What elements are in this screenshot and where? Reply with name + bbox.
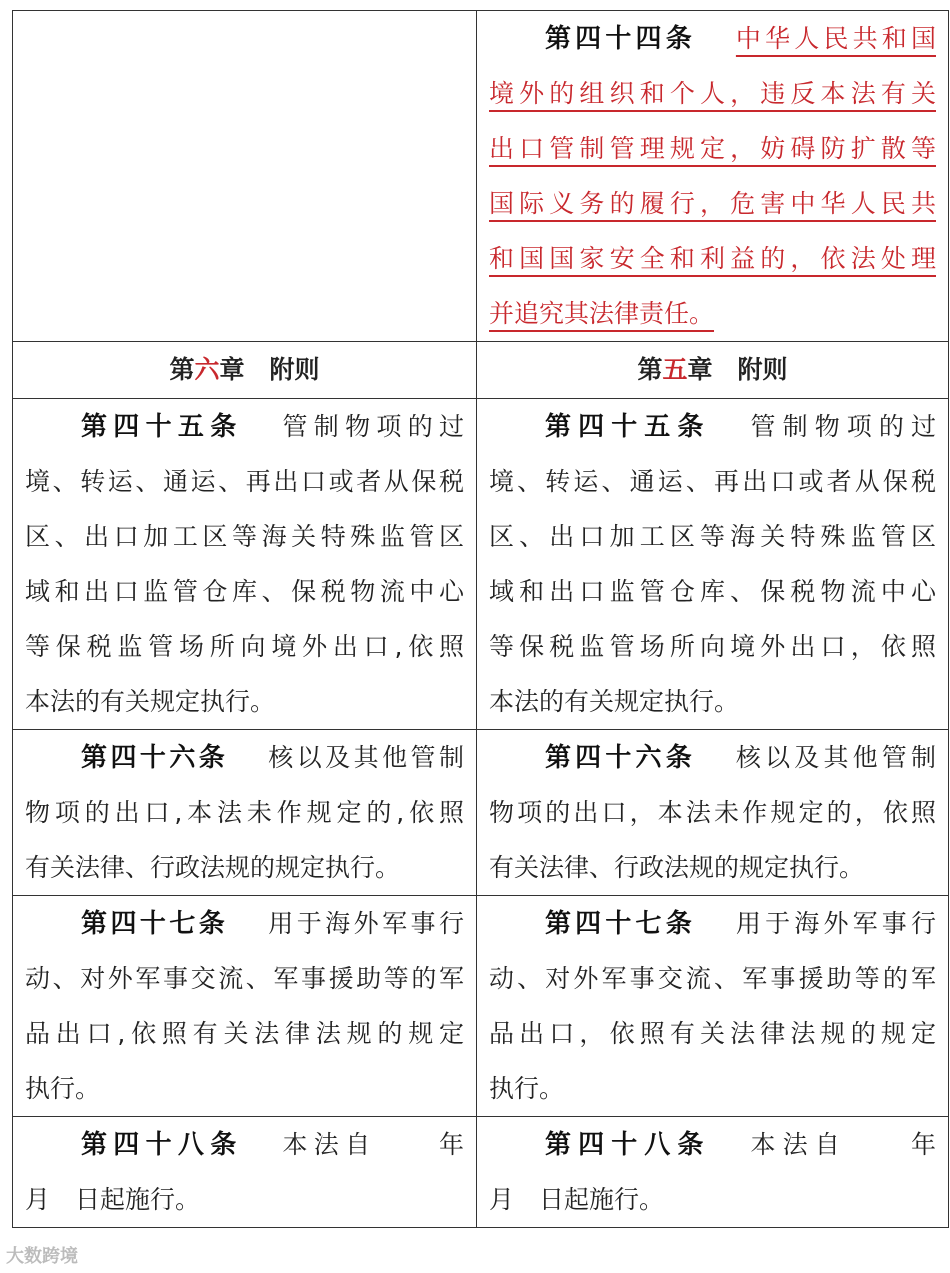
- article-cell-right: [477, 896, 949, 1117]
- article-text: 月 日起施行。: [489, 1185, 665, 1214]
- added-text: 并追究其法律责任。: [489, 299, 715, 328]
- article-text: 区、出口加工区等海关特殊监管区: [489, 522, 936, 551]
- text-line: [25, 1172, 464, 1227]
- chapter-text: 第: [169, 355, 195, 384]
- article-text: 等保税监管场所向境外出口，依照: [489, 632, 936, 661]
- text-line: [25, 1061, 464, 1116]
- chapter-text: 章 附则: [687, 355, 788, 384]
- article-cell-right: [477, 1117, 949, 1228]
- text-line: [25, 1117, 464, 1172]
- law-comparison-table: [12, 10, 949, 1228]
- article-text: 物项的出口,本法未作规定的,依照: [25, 798, 464, 827]
- article-text: 管制物项的过: [282, 412, 464, 441]
- article-text: 品出口，依照有关法律法规的规定: [489, 1019, 936, 1048]
- article-row: [13, 730, 949, 896]
- text-line: [489, 1172, 936, 1227]
- text-line: [489, 1061, 936, 1116]
- article-cell-left: [13, 399, 477, 730]
- article-cell-right: [477, 730, 949, 896]
- chapter-heading-left: [13, 342, 477, 399]
- text-line: [489, 231, 936, 286]
- article-text: 用于海外军事行: [735, 909, 936, 938]
- article-cell-left: [13, 1117, 477, 1228]
- empty-cell: [13, 11, 477, 342]
- article-title: 第四十四条: [545, 24, 696, 54]
- article-text: 域和出口监管仓库、保税物流中心: [25, 577, 464, 606]
- article-text: 有关法律、行政法规的规定执行。: [489, 853, 865, 882]
- text-line: [25, 454, 464, 509]
- text-line: [25, 730, 464, 785]
- article-row: [13, 399, 949, 730]
- article-row: [13, 896, 949, 1117]
- article-text: 有关法律、行政法规的规定执行。: [25, 853, 401, 882]
- text-line: [25, 840, 464, 895]
- article-text: 等保税监管场所向境外出口,依照: [25, 632, 464, 661]
- article-text: 品出口,依照有关法律法规的规定: [25, 1019, 464, 1048]
- text-line: [489, 121, 936, 176]
- added-text: 中华人民共和国: [735, 24, 936, 53]
- chapter-number: 六: [194, 355, 220, 384]
- article-text: 管制物项的过: [750, 412, 936, 441]
- text-line: [489, 454, 936, 509]
- text-line: [25, 785, 464, 840]
- article-44-new: [477, 11, 949, 342]
- watermark: 大数跨境: [6, 1246, 78, 1267]
- article-text: 本法的有关规定执行。: [489, 687, 740, 716]
- article-text: 核以及其他管制: [735, 743, 936, 772]
- article-text: 用于海外军事行: [268, 909, 464, 938]
- text-line: [489, 951, 936, 1006]
- article-row: [13, 1117, 949, 1228]
- article-text: 域和出口监管仓库、保税物流中心: [489, 577, 936, 606]
- article-cell-left: [13, 730, 477, 896]
- article-text: 动、对外军事交流、军事援助等的军: [25, 964, 464, 993]
- article-text: 月 日起施行。: [25, 1185, 201, 1214]
- text-line: [489, 11, 936, 66]
- text-line: [489, 176, 936, 231]
- article-title: 第四十五条: [545, 412, 711, 442]
- article-title: 第四十五条: [81, 412, 243, 442]
- added-text: 境外的组织和个人，违反本法有关: [489, 79, 936, 108]
- article-text: 本法的有关规定执行。: [25, 687, 276, 716]
- article-title: 第四十六条: [81, 743, 229, 773]
- text-line: [25, 1006, 464, 1061]
- chapter-text: 第: [637, 355, 663, 384]
- text-line: [489, 840, 936, 895]
- article-title: 第四十八条: [545, 1130, 711, 1160]
- text-line: [489, 286, 936, 341]
- text-line: [489, 509, 936, 564]
- text-line: [25, 564, 464, 619]
- article-cell-right: [477, 399, 949, 730]
- text-line: [489, 785, 936, 840]
- article-title: 第四十六条: [545, 743, 696, 773]
- text-line: [25, 619, 464, 674]
- article-text: 执行。: [25, 1074, 101, 1103]
- text-line: [25, 896, 464, 951]
- text-line: [25, 399, 464, 454]
- article-cell-left: [13, 896, 477, 1117]
- article-text: 区、出口加工区等海关特殊监管区: [25, 522, 464, 551]
- added-text: 出口管制管理规定，妨碍防扩散等: [489, 134, 936, 163]
- article-text: 物项的出口，本法未作规定的，依照: [489, 798, 936, 827]
- text-line: [25, 509, 464, 564]
- text-line: [489, 730, 936, 785]
- text-line: [25, 674, 464, 729]
- text-line: [489, 1006, 936, 1061]
- text-line: [25, 951, 464, 1006]
- chapter-heading-right: [477, 342, 949, 399]
- added-text: 国际义务的履行，危害中华人民共: [489, 189, 936, 218]
- chapter-number: 五: [662, 355, 688, 384]
- article-title: 第四十七条: [81, 909, 229, 939]
- article-title: 第四十八条: [81, 1130, 243, 1160]
- article-text: 执行。: [489, 1074, 565, 1103]
- text-line: [489, 674, 936, 729]
- text-line: [489, 1117, 936, 1172]
- article-text: 境、转运、通运、再出口或者从保税: [489, 467, 936, 496]
- article-text: 境、转运、通运、再出口或者从保税: [25, 467, 464, 496]
- article-title: 第四十七条: [545, 909, 696, 939]
- added-text: 和国国家安全和利益的，依法处理: [489, 244, 936, 273]
- article-text: 本法自 年: [282, 1130, 464, 1159]
- article-text: 本法自 年: [750, 1130, 936, 1159]
- text-line: [489, 399, 936, 454]
- chapter-text: 章 附则: [219, 355, 320, 384]
- text-line: [489, 66, 936, 121]
- text-line: [489, 896, 936, 951]
- text-line: [489, 564, 936, 619]
- article-text: 核以及其他管制: [268, 743, 464, 772]
- article-text: 动、对外军事交流、军事援助等的军: [489, 964, 936, 993]
- text-line: [489, 619, 936, 674]
